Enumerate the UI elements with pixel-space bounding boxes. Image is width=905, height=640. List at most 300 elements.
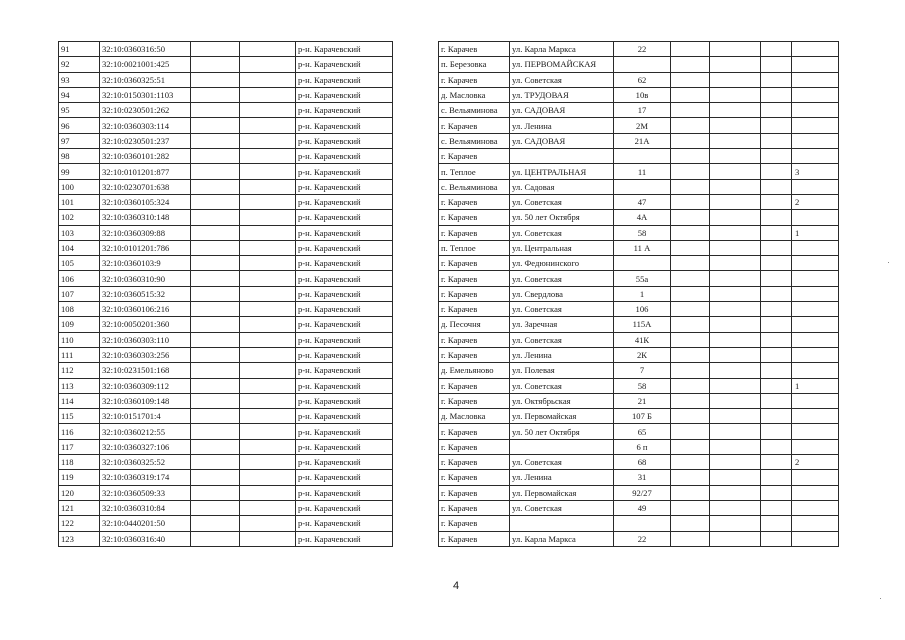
scan-speck	[888, 262, 889, 263]
street-cell: ул. 50 лет Октября	[510, 210, 614, 225]
house-number-cell: 115А	[614, 317, 671, 332]
empty-cell	[240, 149, 296, 164]
empty-cell	[393, 332, 439, 347]
empty-cell	[671, 164, 710, 179]
empty-cell	[191, 271, 240, 286]
cadastral-number-cell: 32:10:0360310:148	[100, 210, 191, 225]
locality-cell: г. Карачев	[439, 424, 510, 439]
count-cell	[792, 347, 839, 362]
empty-cell	[671, 87, 710, 102]
empty-cell	[761, 149, 792, 164]
locality-cell: г. Карачев	[439, 485, 510, 500]
empty-cell	[240, 317, 296, 332]
cadastral-number-cell: 32:10:0360316:40	[100, 531, 191, 546]
empty-cell	[761, 409, 792, 424]
locality-cell: д. Масловка	[439, 87, 510, 102]
empty-cell	[710, 500, 761, 515]
cadastral-number-cell: 32:10:0101201:786	[100, 240, 191, 255]
empty-cell	[240, 286, 296, 301]
row-number-cell: 123	[59, 531, 100, 546]
street-cell: ул. Советская	[510, 72, 614, 87]
empty-cell	[393, 516, 439, 531]
cadastral-number-cell: 32:10:0440201:50	[100, 516, 191, 531]
count-cell	[792, 72, 839, 87]
empty-cell	[710, 118, 761, 133]
empty-cell	[710, 347, 761, 362]
empty-cell	[191, 500, 240, 515]
empty-cell	[191, 240, 240, 255]
street-cell: ул. Ленина	[510, 347, 614, 362]
land-plot-register-table	[58, 41, 839, 547]
count-cell	[792, 149, 839, 164]
count-cell: 1	[792, 225, 839, 240]
empty-cell	[710, 103, 761, 118]
house-number-cell	[614, 256, 671, 271]
table-row	[59, 210, 839, 225]
empty-cell	[671, 256, 710, 271]
district-cell: р-н. Карачевский	[296, 455, 393, 470]
locality-cell: г. Карачев	[439, 470, 510, 485]
district-cell: р-н. Карачевский	[296, 225, 393, 240]
empty-cell	[710, 393, 761, 408]
count-cell	[792, 87, 839, 102]
locality-cell: г. Карачев	[439, 256, 510, 271]
empty-cell	[393, 57, 439, 72]
cadastral-number-cell: 32:10:0360103:9	[100, 256, 191, 271]
scan-speck	[880, 598, 881, 599]
empty-cell	[393, 87, 439, 102]
empty-cell	[393, 378, 439, 393]
empty-cell	[240, 409, 296, 424]
table-row	[59, 87, 839, 102]
empty-cell	[240, 332, 296, 347]
empty-cell	[191, 347, 240, 362]
street-cell: ул. Первомайская	[510, 485, 614, 500]
district-cell: р-н. Карачевский	[296, 378, 393, 393]
table-row	[59, 516, 839, 531]
cadastral-number-cell: 32:10:0360303:114	[100, 118, 191, 133]
empty-cell	[240, 118, 296, 133]
row-number-cell: 101	[59, 194, 100, 209]
district-cell: р-н. Карачевский	[296, 485, 393, 500]
empty-cell	[240, 87, 296, 102]
table-row	[59, 347, 839, 362]
district-cell: р-н. Карачевский	[296, 516, 393, 531]
table-row	[59, 332, 839, 347]
locality-cell: п. Теплое	[439, 164, 510, 179]
table-row	[59, 194, 839, 209]
empty-cell	[671, 516, 710, 531]
empty-cell	[671, 302, 710, 317]
empty-cell	[240, 225, 296, 240]
locality-cell: г. Карачев	[439, 332, 510, 347]
house-number-cell: 10в	[614, 87, 671, 102]
house-number-cell: 21	[614, 393, 671, 408]
empty-cell	[240, 378, 296, 393]
district-cell: р-н. Карачевский	[296, 87, 393, 102]
row-number-cell: 94	[59, 87, 100, 102]
empty-cell	[191, 531, 240, 546]
empty-cell	[671, 133, 710, 148]
locality-cell: с. Вельяминова	[439, 133, 510, 148]
empty-cell	[671, 531, 710, 546]
cadastral-number-cell: 32:10:0360105:324	[100, 194, 191, 209]
cadastral-number-cell: 32:10:0151701:4	[100, 409, 191, 424]
empty-cell	[671, 455, 710, 470]
district-cell: р-н. Карачевский	[296, 286, 393, 301]
district-cell: р-н. Карачевский	[296, 72, 393, 87]
empty-cell	[393, 393, 439, 408]
street-cell: ул. Советская	[510, 378, 614, 393]
count-cell: 2	[792, 455, 839, 470]
locality-cell: г. Карачев	[439, 194, 510, 209]
table-row	[59, 424, 839, 439]
empty-cell	[671, 72, 710, 87]
empty-cell	[761, 439, 792, 454]
table-row	[59, 133, 839, 148]
district-cell: р-н. Карачевский	[296, 363, 393, 378]
district-cell: р-н. Карачевский	[296, 179, 393, 194]
empty-cell	[240, 393, 296, 408]
street-cell: ул. Первомайская	[510, 409, 614, 424]
count-cell	[792, 393, 839, 408]
empty-cell	[393, 485, 439, 500]
cadastral-number-cell: 32:10:0360319:174	[100, 470, 191, 485]
house-number-cell	[614, 57, 671, 72]
row-number-cell: 100	[59, 179, 100, 194]
empty-cell	[240, 164, 296, 179]
locality-cell: д. Масловка	[439, 409, 510, 424]
street-cell: ул. Свердлова	[510, 286, 614, 301]
empty-cell	[191, 149, 240, 164]
empty-cell	[710, 240, 761, 255]
empty-cell	[710, 72, 761, 87]
row-number-cell: 103	[59, 225, 100, 240]
locality-cell: п. Теплое	[439, 240, 510, 255]
empty-cell	[191, 409, 240, 424]
cadastral-number-cell: 32:10:0360303:110	[100, 332, 191, 347]
empty-cell	[761, 87, 792, 102]
table-row	[59, 72, 839, 87]
cadastral-number-cell: 32:10:0360212:55	[100, 424, 191, 439]
street-cell: ул. Заречная	[510, 317, 614, 332]
empty-cell	[710, 531, 761, 546]
district-cell: р-н. Карачевский	[296, 500, 393, 515]
house-number-cell: 106	[614, 302, 671, 317]
count-cell	[792, 118, 839, 133]
count-cell	[792, 179, 839, 194]
empty-cell	[191, 72, 240, 87]
empty-cell	[710, 271, 761, 286]
district-cell: р-н. Карачевский	[296, 332, 393, 347]
district-cell: р-н. Карачевский	[296, 302, 393, 317]
district-cell: р-н. Карачевский	[296, 210, 393, 225]
empty-cell	[393, 455, 439, 470]
row-number-cell: 102	[59, 210, 100, 225]
empty-cell	[191, 225, 240, 240]
empty-cell	[240, 179, 296, 194]
street-cell: ул. ПЕРВОМАЙСКАЯ	[510, 57, 614, 72]
street-cell: ул. Советская	[510, 455, 614, 470]
count-cell	[792, 485, 839, 500]
empty-cell	[191, 210, 240, 225]
count-cell	[792, 133, 839, 148]
empty-cell	[671, 409, 710, 424]
district-cell: р-н. Карачевский	[296, 347, 393, 362]
cadastral-number-cell: 32:10:0360325:51	[100, 72, 191, 87]
row-number-cell: 118	[59, 455, 100, 470]
row-number-cell: 114	[59, 393, 100, 408]
house-number-cell: 107 Б	[614, 409, 671, 424]
cadastral-number-cell: 32:10:0360309:88	[100, 225, 191, 240]
locality-cell: с. Вельяминова	[439, 103, 510, 118]
empty-cell	[671, 179, 710, 194]
empty-cell	[240, 256, 296, 271]
street-cell: ул. Советская	[510, 225, 614, 240]
locality-cell: п. Березовка	[439, 57, 510, 72]
empty-cell	[761, 500, 792, 515]
table-row	[59, 118, 839, 133]
empty-cell	[710, 194, 761, 209]
table-row	[59, 500, 839, 515]
empty-cell	[393, 439, 439, 454]
locality-cell: г. Карачев	[439, 210, 510, 225]
street-cell: ул. Советская	[510, 194, 614, 209]
empty-cell	[240, 531, 296, 546]
table-row	[59, 363, 839, 378]
table-row	[59, 164, 839, 179]
empty-cell	[761, 378, 792, 393]
house-number-cell	[614, 179, 671, 194]
empty-cell	[393, 225, 439, 240]
street-cell: ул. Советская	[510, 332, 614, 347]
empty-cell	[761, 424, 792, 439]
street-cell: ул. Ленина	[510, 118, 614, 133]
house-number-cell: 2М	[614, 118, 671, 133]
house-number-cell: 22	[614, 42, 671, 57]
table-row	[59, 470, 839, 485]
table-row	[59, 393, 839, 408]
locality-cell: г. Карачев	[439, 455, 510, 470]
district-cell: р-н. Карачевский	[296, 240, 393, 255]
count-cell	[792, 271, 839, 286]
locality-cell: г. Карачев	[439, 516, 510, 531]
locality-cell: г. Карачев	[439, 393, 510, 408]
empty-cell	[191, 393, 240, 408]
empty-cell	[393, 118, 439, 133]
district-cell: р-н. Карачевский	[296, 409, 393, 424]
house-number-cell: 7	[614, 363, 671, 378]
empty-cell	[240, 133, 296, 148]
empty-cell	[240, 516, 296, 531]
empty-cell	[710, 133, 761, 148]
empty-cell	[393, 347, 439, 362]
empty-cell	[761, 332, 792, 347]
cadastral-number-cell: 32:10:0360327:106	[100, 439, 191, 454]
count-cell	[792, 302, 839, 317]
empty-cell	[710, 179, 761, 194]
cadastral-number-cell: 32:10:0230701:638	[100, 179, 191, 194]
count-cell	[792, 531, 839, 546]
empty-cell	[761, 210, 792, 225]
district-cell: р-н. Карачевский	[296, 164, 393, 179]
count-cell	[792, 363, 839, 378]
house-number-cell: 2К	[614, 347, 671, 362]
empty-cell	[240, 103, 296, 118]
empty-cell	[240, 439, 296, 454]
house-number-cell: 92/27	[614, 485, 671, 500]
count-cell	[792, 439, 839, 454]
house-number-cell: 47	[614, 194, 671, 209]
row-number-cell: 105	[59, 256, 100, 271]
empty-cell	[393, 103, 439, 118]
cadastral-number-cell: 32:10:0150301:1103	[100, 87, 191, 102]
table-row	[59, 225, 839, 240]
count-cell	[792, 103, 839, 118]
row-number-cell: 115	[59, 409, 100, 424]
empty-cell	[240, 210, 296, 225]
row-number-cell: 122	[59, 516, 100, 531]
locality-cell: г. Карачев	[439, 378, 510, 393]
cadastral-number-cell: 32:10:0021001:425	[100, 57, 191, 72]
street-cell: ул. Советская	[510, 500, 614, 515]
table-row	[59, 179, 839, 194]
row-number-cell: 117	[59, 439, 100, 454]
locality-cell: г. Карачев	[439, 347, 510, 362]
house-number-cell: 22	[614, 531, 671, 546]
row-number-cell: 96	[59, 118, 100, 133]
table-row	[59, 57, 839, 72]
empty-cell	[761, 103, 792, 118]
house-number-cell: 68	[614, 455, 671, 470]
empty-cell	[191, 194, 240, 209]
register-body	[59, 42, 839, 547]
row-number-cell: 116	[59, 424, 100, 439]
empty-cell	[191, 179, 240, 194]
empty-cell	[671, 57, 710, 72]
empty-cell	[761, 347, 792, 362]
empty-cell	[710, 317, 761, 332]
empty-cell	[710, 470, 761, 485]
empty-cell	[761, 271, 792, 286]
cadastral-number-cell: 32:10:0231501:168	[100, 363, 191, 378]
table-row	[59, 286, 839, 301]
empty-cell	[191, 485, 240, 500]
empty-cell	[191, 286, 240, 301]
district-cell: р-н. Карачевский	[296, 531, 393, 546]
empty-cell	[393, 271, 439, 286]
empty-cell	[710, 149, 761, 164]
empty-cell	[761, 531, 792, 546]
count-cell	[792, 286, 839, 301]
locality-cell: г. Карачев	[439, 149, 510, 164]
empty-cell	[191, 57, 240, 72]
locality-cell: г. Карачев	[439, 271, 510, 286]
empty-cell	[761, 302, 792, 317]
empty-cell	[671, 271, 710, 286]
locality-cell: г. Карачев	[439, 118, 510, 133]
empty-cell	[393, 72, 439, 87]
empty-cell	[393, 240, 439, 255]
empty-cell	[191, 317, 240, 332]
empty-cell	[710, 455, 761, 470]
empty-cell	[761, 470, 792, 485]
count-cell: 1	[792, 378, 839, 393]
cadastral-number-cell: 32:10:0360309:112	[100, 378, 191, 393]
empty-cell	[671, 42, 710, 57]
house-number-cell: 65	[614, 424, 671, 439]
empty-cell	[761, 179, 792, 194]
row-number-cell: 107	[59, 286, 100, 301]
house-number-cell: 11	[614, 164, 671, 179]
empty-cell	[240, 42, 296, 57]
row-number-cell: 109	[59, 317, 100, 332]
empty-cell	[761, 118, 792, 133]
empty-cell	[671, 378, 710, 393]
locality-cell: г. Карачев	[439, 72, 510, 87]
empty-cell	[393, 302, 439, 317]
empty-cell	[393, 424, 439, 439]
empty-cell	[710, 286, 761, 301]
empty-cell	[671, 118, 710, 133]
empty-cell	[710, 302, 761, 317]
empty-cell	[710, 164, 761, 179]
locality-cell: г. Карачев	[439, 286, 510, 301]
locality-cell: г. Карачев	[439, 500, 510, 515]
row-number-cell: 113	[59, 378, 100, 393]
cadastral-number-cell: 32:10:0360325:52	[100, 455, 191, 470]
empty-cell	[393, 210, 439, 225]
empty-cell	[761, 317, 792, 332]
house-number-cell: 62	[614, 72, 671, 87]
empty-cell	[761, 42, 792, 57]
cadastral-number-cell: 32:10:0360316:50	[100, 42, 191, 57]
empty-cell	[761, 225, 792, 240]
empty-cell	[393, 133, 439, 148]
empty-cell	[191, 516, 240, 531]
row-number-cell: 92	[59, 57, 100, 72]
empty-cell	[761, 363, 792, 378]
empty-cell	[761, 57, 792, 72]
empty-cell	[191, 363, 240, 378]
empty-cell	[710, 516, 761, 531]
district-cell: р-н. Карачевский	[296, 118, 393, 133]
house-number-cell: 11 А	[614, 240, 671, 255]
table-row	[59, 42, 839, 57]
count-cell	[792, 470, 839, 485]
locality-cell: г. Карачев	[439, 439, 510, 454]
empty-cell	[671, 240, 710, 255]
row-number-cell: 119	[59, 470, 100, 485]
table-row	[59, 271, 839, 286]
street-cell: ул. Советская	[510, 271, 614, 286]
empty-cell	[240, 455, 296, 470]
table-row	[59, 409, 839, 424]
count-cell	[792, 210, 839, 225]
empty-cell	[191, 103, 240, 118]
count-cell	[792, 317, 839, 332]
cadastral-number-cell: 32:10:0360106:216	[100, 302, 191, 317]
empty-cell	[393, 42, 439, 57]
empty-cell	[671, 393, 710, 408]
empty-cell	[710, 256, 761, 271]
empty-cell	[710, 378, 761, 393]
table-row	[59, 240, 839, 255]
empty-cell	[240, 302, 296, 317]
cadastral-number-cell: 32:10:0360509:33	[100, 485, 191, 500]
house-number-cell: 55а	[614, 271, 671, 286]
cadastral-number-cell: 32:10:0050201:360	[100, 317, 191, 332]
